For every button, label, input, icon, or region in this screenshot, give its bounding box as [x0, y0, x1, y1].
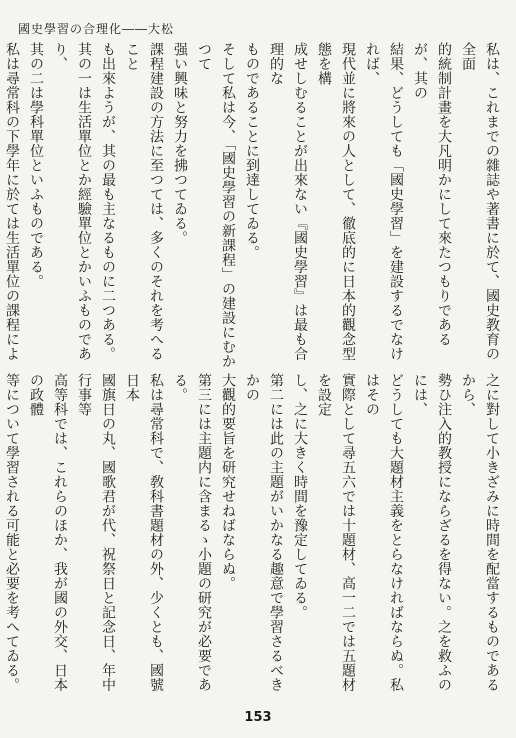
text-block-upper: 私は、これまでの雜誌や著書に於て、國史教育の全面 的統制計畫を大凡明かにして來たつもりであるが、其の 結果、どうしても「國史學習」を建設するでなければ、 現代並に將來の人として、徹底的に日本的觀念型態を構 成せしむることが出來ない『國史學習』は最も合理的な ものであることに到達してゐる。 そして私は今、「國史學習の新課程」の建設にむかつて 强い興味と努力を拂つてゐる。 課程建設の方法に至つては、多くのそれを考へること も出來ようが、其の最も主なるものに二つある。 其の一は生活單位とか經驗單位とかいふものであり、 其の二は學科單位といふものである。 私は尋常科の下學年に於ては生活單位の課程によ	[4, 42, 500, 369]
page-number: 153	[244, 710, 272, 725]
text-block-lower: 之に對して小きざみに時間を配當するものであるから、 勢ひ注入的教授にならざるを得ない。之を救ふのには、 どうしても大題材主義をとらなければならぬ。私はその 實際として尋五六では十題材、高一二では五題材を設定 し、之に大きく時間を豫定してゐる。 第二には此の主題がいかなる趣意で學習さるべきかの 大觀的要旨を研究せねばならぬ。 第三には主題内に含まるゝ小題の研究が必要である。 私は尋常科で、敎科書題材の外、少くとも、國號日本 國旗日の丸、國歌君が代、祝祭日と記念日、年中行事等 高等科では、これらのほか、我が國の外交、日本の政體 等について學習される可能と必要を考へてゐる。	[4, 373, 500, 692]
running-header: 國史學習の合理化――大松	[18, 22, 175, 36]
